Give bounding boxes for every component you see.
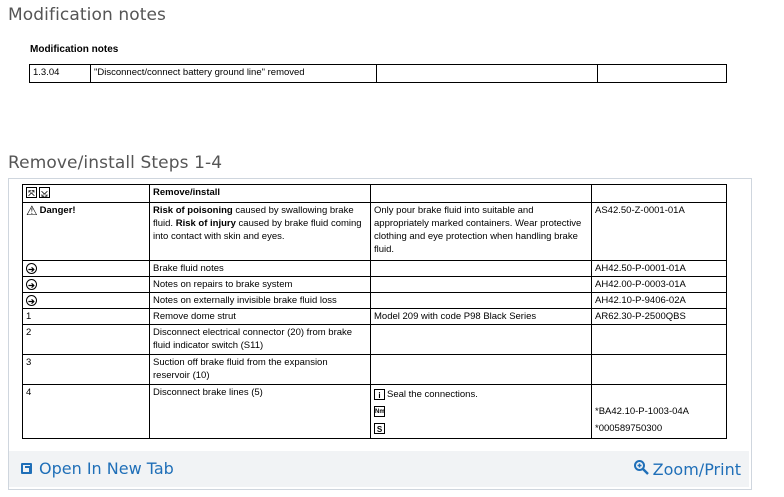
tool-ref[interactable]: *000589750300 xyxy=(595,423,663,434)
danger-label: Danger! xyxy=(39,205,76,217)
row-num: 4 xyxy=(23,385,150,439)
table-row xyxy=(23,203,727,261)
mod-cell-empty xyxy=(598,65,727,83)
row-action: Suction off brake fluid from the expansion reservoir (10) xyxy=(150,355,371,385)
row-ref xyxy=(592,385,727,439)
row-condition xyxy=(371,385,592,439)
open-new-tab-link[interactable] xyxy=(21,459,174,478)
tool-line xyxy=(374,420,588,437)
table-row xyxy=(23,325,727,355)
danger-text xyxy=(150,203,371,261)
danger-cell xyxy=(23,203,150,261)
modification-table xyxy=(29,64,727,83)
steps-title: Remove/install Steps 1-4 xyxy=(8,153,223,173)
table-header-row xyxy=(23,185,727,203)
header-empty xyxy=(371,185,592,203)
row-ref[interactable]: AR62.30-P-2500QBS xyxy=(592,309,727,325)
row-ref[interactable]: AH42.50-P-0001-01A xyxy=(592,261,727,277)
spacer xyxy=(595,386,723,403)
mod-version: 1.3.04 xyxy=(30,65,91,83)
row-action: Disconnect electrical connector (20) from brake fluid indicator switch (S11) xyxy=(150,325,371,355)
row-num: 1 xyxy=(23,309,150,325)
row-action: Notes on repairs to brake system xyxy=(150,277,371,293)
info-cell xyxy=(23,261,150,277)
header-icons xyxy=(23,185,150,203)
row-action: Notes on externally invisible brake fluid loss xyxy=(150,293,371,309)
danger-text-part: caused by brake fluid coming into contact with skin and eyes. xyxy=(153,218,362,242)
info-arrow-icon: ➔ xyxy=(26,263,37,274)
info-icon: i xyxy=(374,389,385,400)
modification-title: Modification notes xyxy=(8,5,166,25)
table-row xyxy=(23,309,727,325)
row-ref[interactable]: AH42.10-P-9406-02A xyxy=(592,293,727,309)
frame-footer xyxy=(9,451,749,487)
row-condition xyxy=(371,277,592,293)
seal-text: Seal the connections. xyxy=(387,389,478,400)
danger-text-bold: Risk of poisoning xyxy=(153,205,233,216)
row-condition xyxy=(371,325,592,355)
row-action: Remove dome strut xyxy=(150,309,371,325)
mod-description: "Disconnect/connect battery ground line" removed xyxy=(91,65,377,83)
info-arrow-icon: ➔ xyxy=(26,279,37,290)
mod-cell-empty xyxy=(377,65,598,83)
table-row xyxy=(23,355,727,385)
row-ref xyxy=(592,325,727,355)
danger-text-bold: Risk of injury xyxy=(175,218,236,229)
row-ref xyxy=(592,355,727,385)
open-new-tab-label: Open In New Tab xyxy=(39,459,174,478)
row-condition: Model 209 with code P98 Black Series xyxy=(371,309,592,325)
torque-ref[interactable]: *BA42.10-P-1003-04A xyxy=(595,406,690,417)
header-remove-install: Remove/install xyxy=(150,185,371,203)
row-action: Disconnect brake lines (5) xyxy=(150,385,371,439)
open-external-icon xyxy=(21,463,32,474)
header-empty xyxy=(592,185,727,203)
seal-line xyxy=(374,386,588,403)
danger-ref[interactable]: AS42.50-Z-0001-01A xyxy=(592,203,727,261)
zoom-print-label: Zoom/Print xyxy=(652,460,741,479)
row-ref[interactable]: AH42.00-P-0003-01A xyxy=(592,277,727,293)
table-row xyxy=(23,385,727,439)
row-num: 2 xyxy=(23,325,150,355)
steps-frame xyxy=(8,178,752,490)
info-arrow-icon: ➔ xyxy=(26,295,37,306)
steps-table xyxy=(22,184,727,439)
danger-text-part: caused by swallowing brake fluid. xyxy=(153,205,354,229)
zoom-icon xyxy=(633,459,649,479)
row-condition xyxy=(371,261,592,277)
torque-line xyxy=(374,403,588,420)
row-condition xyxy=(371,355,592,385)
table-row xyxy=(30,65,727,83)
table-row xyxy=(23,277,727,293)
warning-triangle-icon: ⚠ xyxy=(26,203,38,218)
row-condition xyxy=(371,293,592,309)
row-num: 3 xyxy=(23,355,150,385)
info-cell xyxy=(23,293,150,309)
danger-note: Only pour brake fluid into suitable and appropriately marked containers. Wear protective clothing and eye protection when handling brake fluid. xyxy=(371,203,592,261)
modification-subheading: Modification notes xyxy=(30,44,119,55)
zoom-print-link[interactable] xyxy=(633,459,741,479)
remove-icon: ⤧ xyxy=(26,187,37,198)
torque-nm-icon: Nm xyxy=(374,406,385,417)
table-row xyxy=(23,261,727,277)
install-icon: ⤩ xyxy=(39,187,50,198)
tool-icon: S xyxy=(374,423,385,434)
table-row xyxy=(23,293,727,309)
row-action: Brake fluid notes xyxy=(150,261,371,277)
info-cell xyxy=(23,277,150,293)
